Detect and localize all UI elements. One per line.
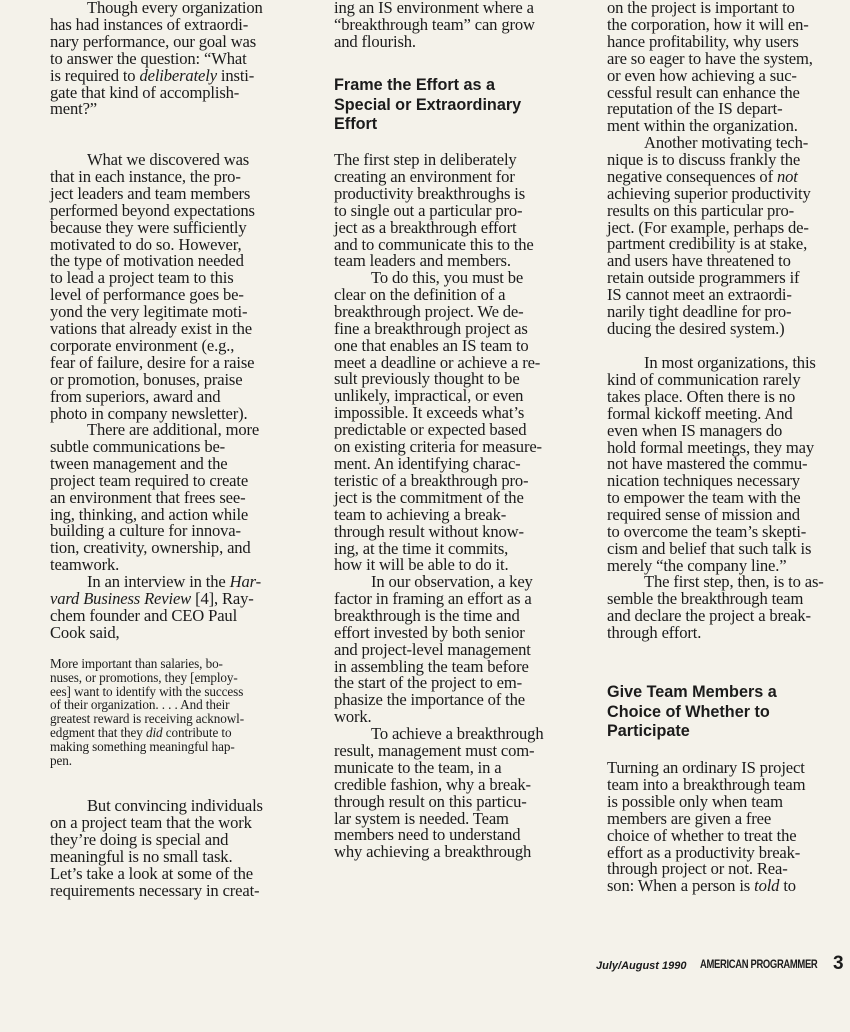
paragraph: But convincing individuals on a project team that the work they’re doing is special and meaningful is no small task. Let’s take a look at some of the requirements necessary in creat- <box>50 796 263 900</box>
section-heading: Give Team Members a Choice of Whether to Participate <box>607 683 777 740</box>
paragraph: Turning an ordinary IS project team into a breakthrough team is possible only when team members are given a free choice of whether to treat the effort as a productivity break- through project or not. Rea- son: When a person is told to <box>607 758 806 896</box>
emphasis: vard Business Review <box>50 588 192 608</box>
paragraph: Though every organization has had instances of extraordi- nary performance, our goal was to answer the question: “What is required to deliberately insti- gate that kind of accomplish- ment?” <box>50 0 263 119</box>
paragraph: ing an IS environment where a “breakthrough team” can grow and flourish. <box>334 0 535 51</box>
paragraph: In our observation, a key factor in framing an effort as a breakthrough is the time and effort invested by both senior and project-level management in assembling the team before the start of the project to em- phasize the importance of the work. <box>334 572 533 727</box>
paragraph: There are additional, more subtle communications be- tween management and the project team required to create an environment that frees see- ing, thinking, and action while building a culture for innova- tion, creativity, ownership, and teamwork. <box>50 420 260 575</box>
paragraph: What we discovered was that in each instance, the pro- ject leaders and team members performed beyond expectations because they were sufficiently motivated to do so. However, the type of motivation needed to lead a project team to this level of performance goes be- yond the very legitimate moti- vations that already exist in the corporate environment (e.g., fear of failure, desire for a raise or promotion, bonuses, praise from superiors, award and photo in company newsletter). <box>50 150 255 423</box>
paragraph: on the project is important to the corporation, how it will en- hance profitability, why users are so eager to have the system, or even how achieving a suc- cessful result can enhance the reputation of the IS depart- ment within the organization. <box>607 0 813 136</box>
emphasis: not <box>776 166 798 186</box>
paragraph: The first step in deliberately creating an environment for productivity breakthroughs is to single out a particular pro- ject as a breakthrough effort and to communicate this to the team leaders and members. <box>334 150 534 271</box>
paragraph: To achieve a breakthrough result, management must com- municate to the team, in a credible fashion, why a break- through result on this particu- lar system is needed. Team members need to understand why achieving a breakthrough <box>334 724 544 862</box>
paragraph: The first step, then, is to as- semble the breakthrough team and declare the project a break- through effort. <box>607 572 824 642</box>
emphasis: Har- <box>229 572 261 591</box>
paragraph: Another motivating tech- nique is to discuss frankly the negative consequences of not achieving superior productivity results on this particular pro- ject. (For example, perhaps de- partment credibility is at stake, and users have threatened to retain outside programmers if IS cannot meet an extraordi- narily tight deadline for pro- ducing the desired system.) <box>607 133 811 338</box>
issue-date: July/August 1990 <box>596 960 687 972</box>
publication-logo: AMERICAN PROGRAMMER <box>700 959 818 971</box>
emphasis: did <box>145 724 163 740</box>
block-quote: More important than salaries, bo- nuses, or promotions, they [employ- ees] want to identify with the success of their organization. . . . And their greatest reward is receiving acknowl- edgment that they did contribute to making something meaningful hap- pen. <box>50 656 245 768</box>
emphasis: told <box>754 876 780 896</box>
page-number: 3 <box>833 953 844 974</box>
paragraph: In most organizations, this kind of communication rarely takes place. Often there is no formal kickoff meeting. And even when IS managers do hold formal meetings, they may not have mastered the commu- nication techniques necessary to empower the team with the required sense of mission and to overcome the team’s skepti- cism and belief that such talk is merely “the company line.” <box>607 353 816 575</box>
page-footer <box>596 955 848 979</box>
section-heading: Frame the Effort as a Special or Extraordinary Effort <box>334 76 522 133</box>
paragraph: In an interview in the Har- vard Business Review [4], Ray- chem founder and CEO Paul Cook said, <box>50 572 261 642</box>
paragraph: To do this, you must be clear on the definition of a breakthrough project. We de- fine a breakthrough project as one that enables an IS team to meet a deadline or achieve a re- sult previously thought to be unlikely, impractical, or even impossible. It exceeds what’s predictable or expected based on existing criteria for measure- ment. An identifying charac- teristic of a breakthrough pro- ject is the commitment of the team to achieving a break- through result without know- ing, at the time it commits, how it will be able to do it. <box>334 268 542 575</box>
emphasis: deliberately <box>139 65 217 85</box>
